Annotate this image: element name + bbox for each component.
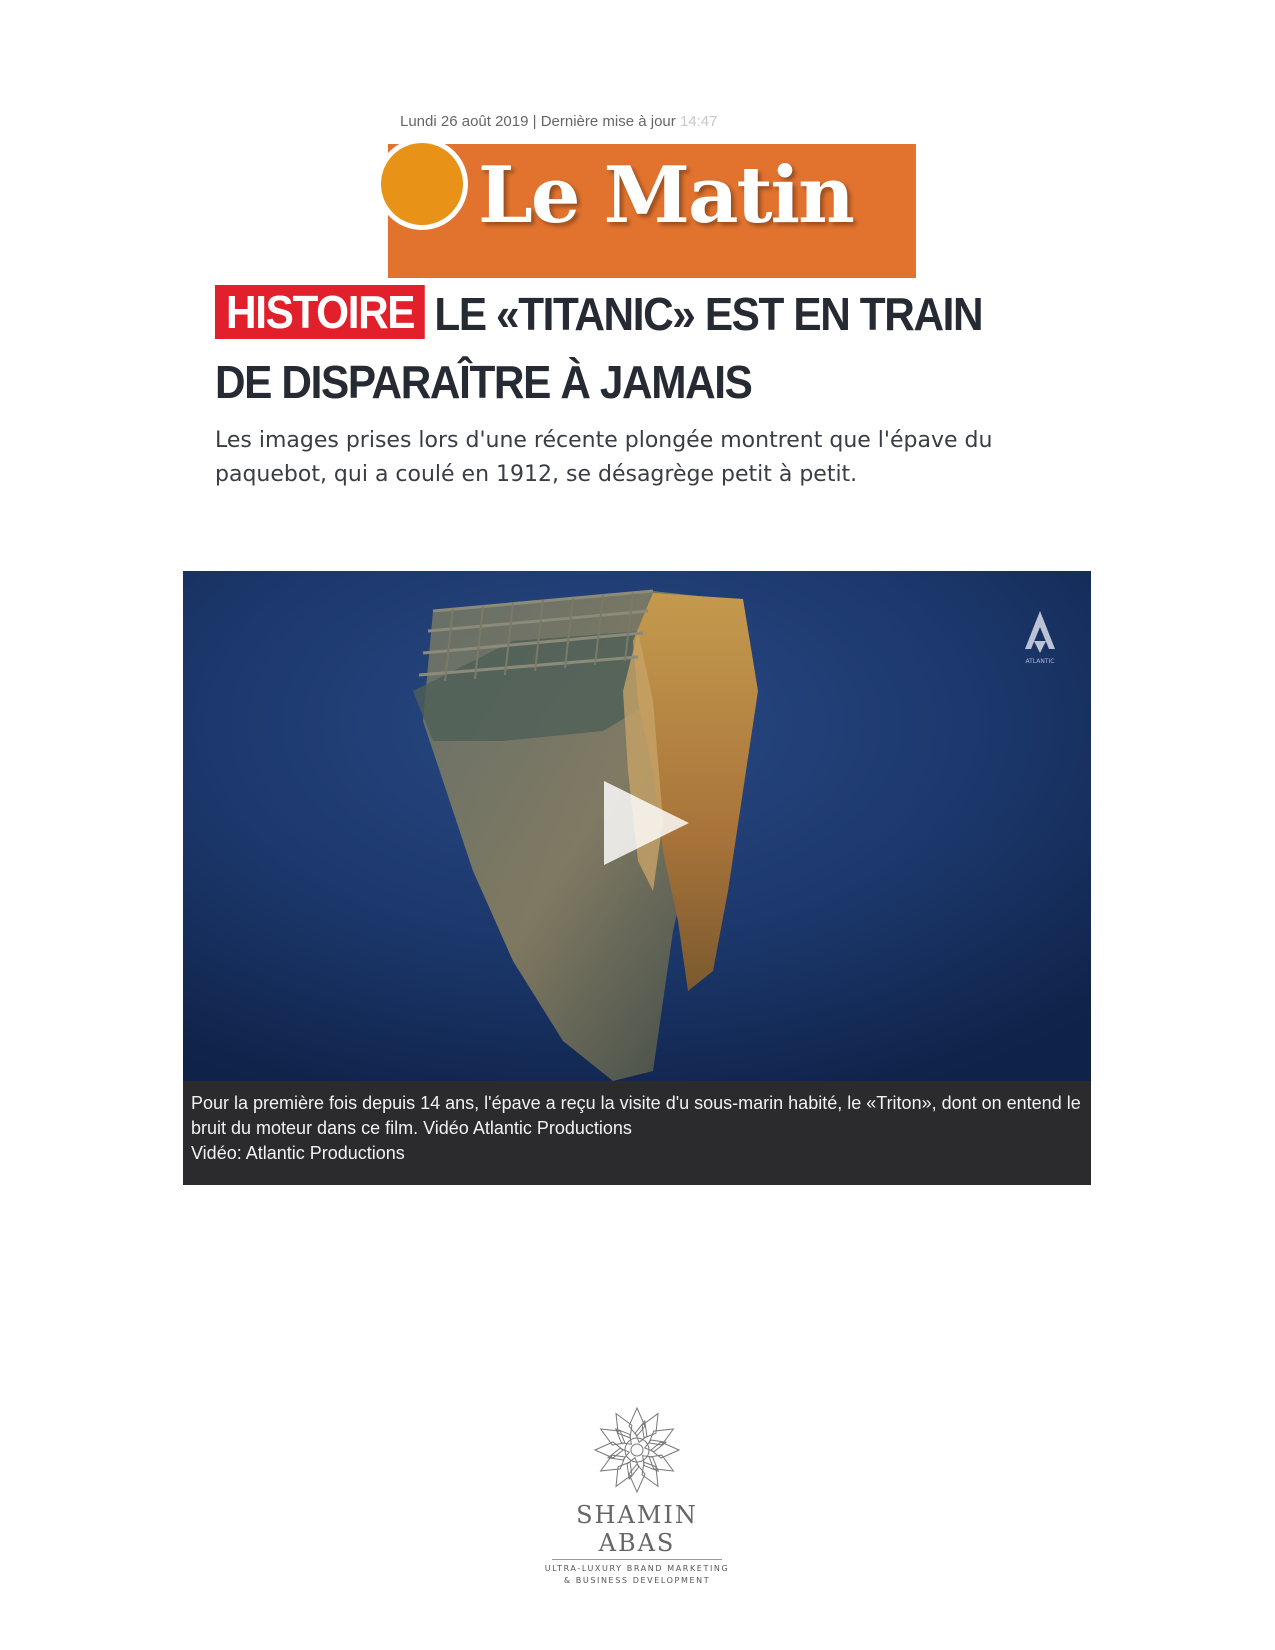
watermark-text: ATLANTIC — [1025, 658, 1055, 665]
publish-date: Lundi 26 août 2019 — [400, 113, 529, 130]
video-player[interactable] — [183, 571, 1091, 1185]
brand-divider — [552, 1559, 722, 1560]
date-separator: | — [532, 113, 537, 130]
updated-label: Dernière mise à jour — [540, 113, 676, 130]
caption-credit: Vidéo: Atlantic Productions — [191, 1143, 405, 1163]
logo-dot-icon — [381, 143, 463, 225]
article-lead: Les images prises lors d'une récente plongée montrent que l'épave du paquebot, qui a coulé en 1912, se désagrège petit à petit. — [215, 428, 993, 487]
brand-tagline: & BUSINESS DEVELOPMENT — [563, 1576, 711, 1585]
updated-time: 14:47 — [679, 113, 718, 130]
brand-tagline: ULTRA-LUXURY BRAND MARKETING — [544, 1564, 730, 1573]
footer-brand — [537, 1405, 737, 1587]
headline-text: LE «TITANIC» EST EN TRAIN DE DISPARAÎTRE À JAMAIS — [215, 288, 983, 408]
brand-name: SHAMIN ABAS — [576, 1501, 698, 1557]
headline — [215, 280, 1006, 416]
mandala-logo-icon — [592, 1405, 682, 1495]
video-caption — [183, 1081, 1091, 1185]
video-thumbnail — [183, 571, 1091, 1081]
caption-line: Pour la première fois depuis 14 ans, l'épave a reçu la visite d'u sous-marin habité, le «Triton», dont on entend le — [191, 1093, 1081, 1113]
caption-line: bruit du moteur dans ce film. Vidéo Atlantic Productions — [191, 1118, 632, 1138]
kicker-badge: HISTOIRE — [215, 285, 425, 339]
dateline — [400, 113, 717, 130]
masthead-logo: Le Matin — [478, 150, 853, 241]
